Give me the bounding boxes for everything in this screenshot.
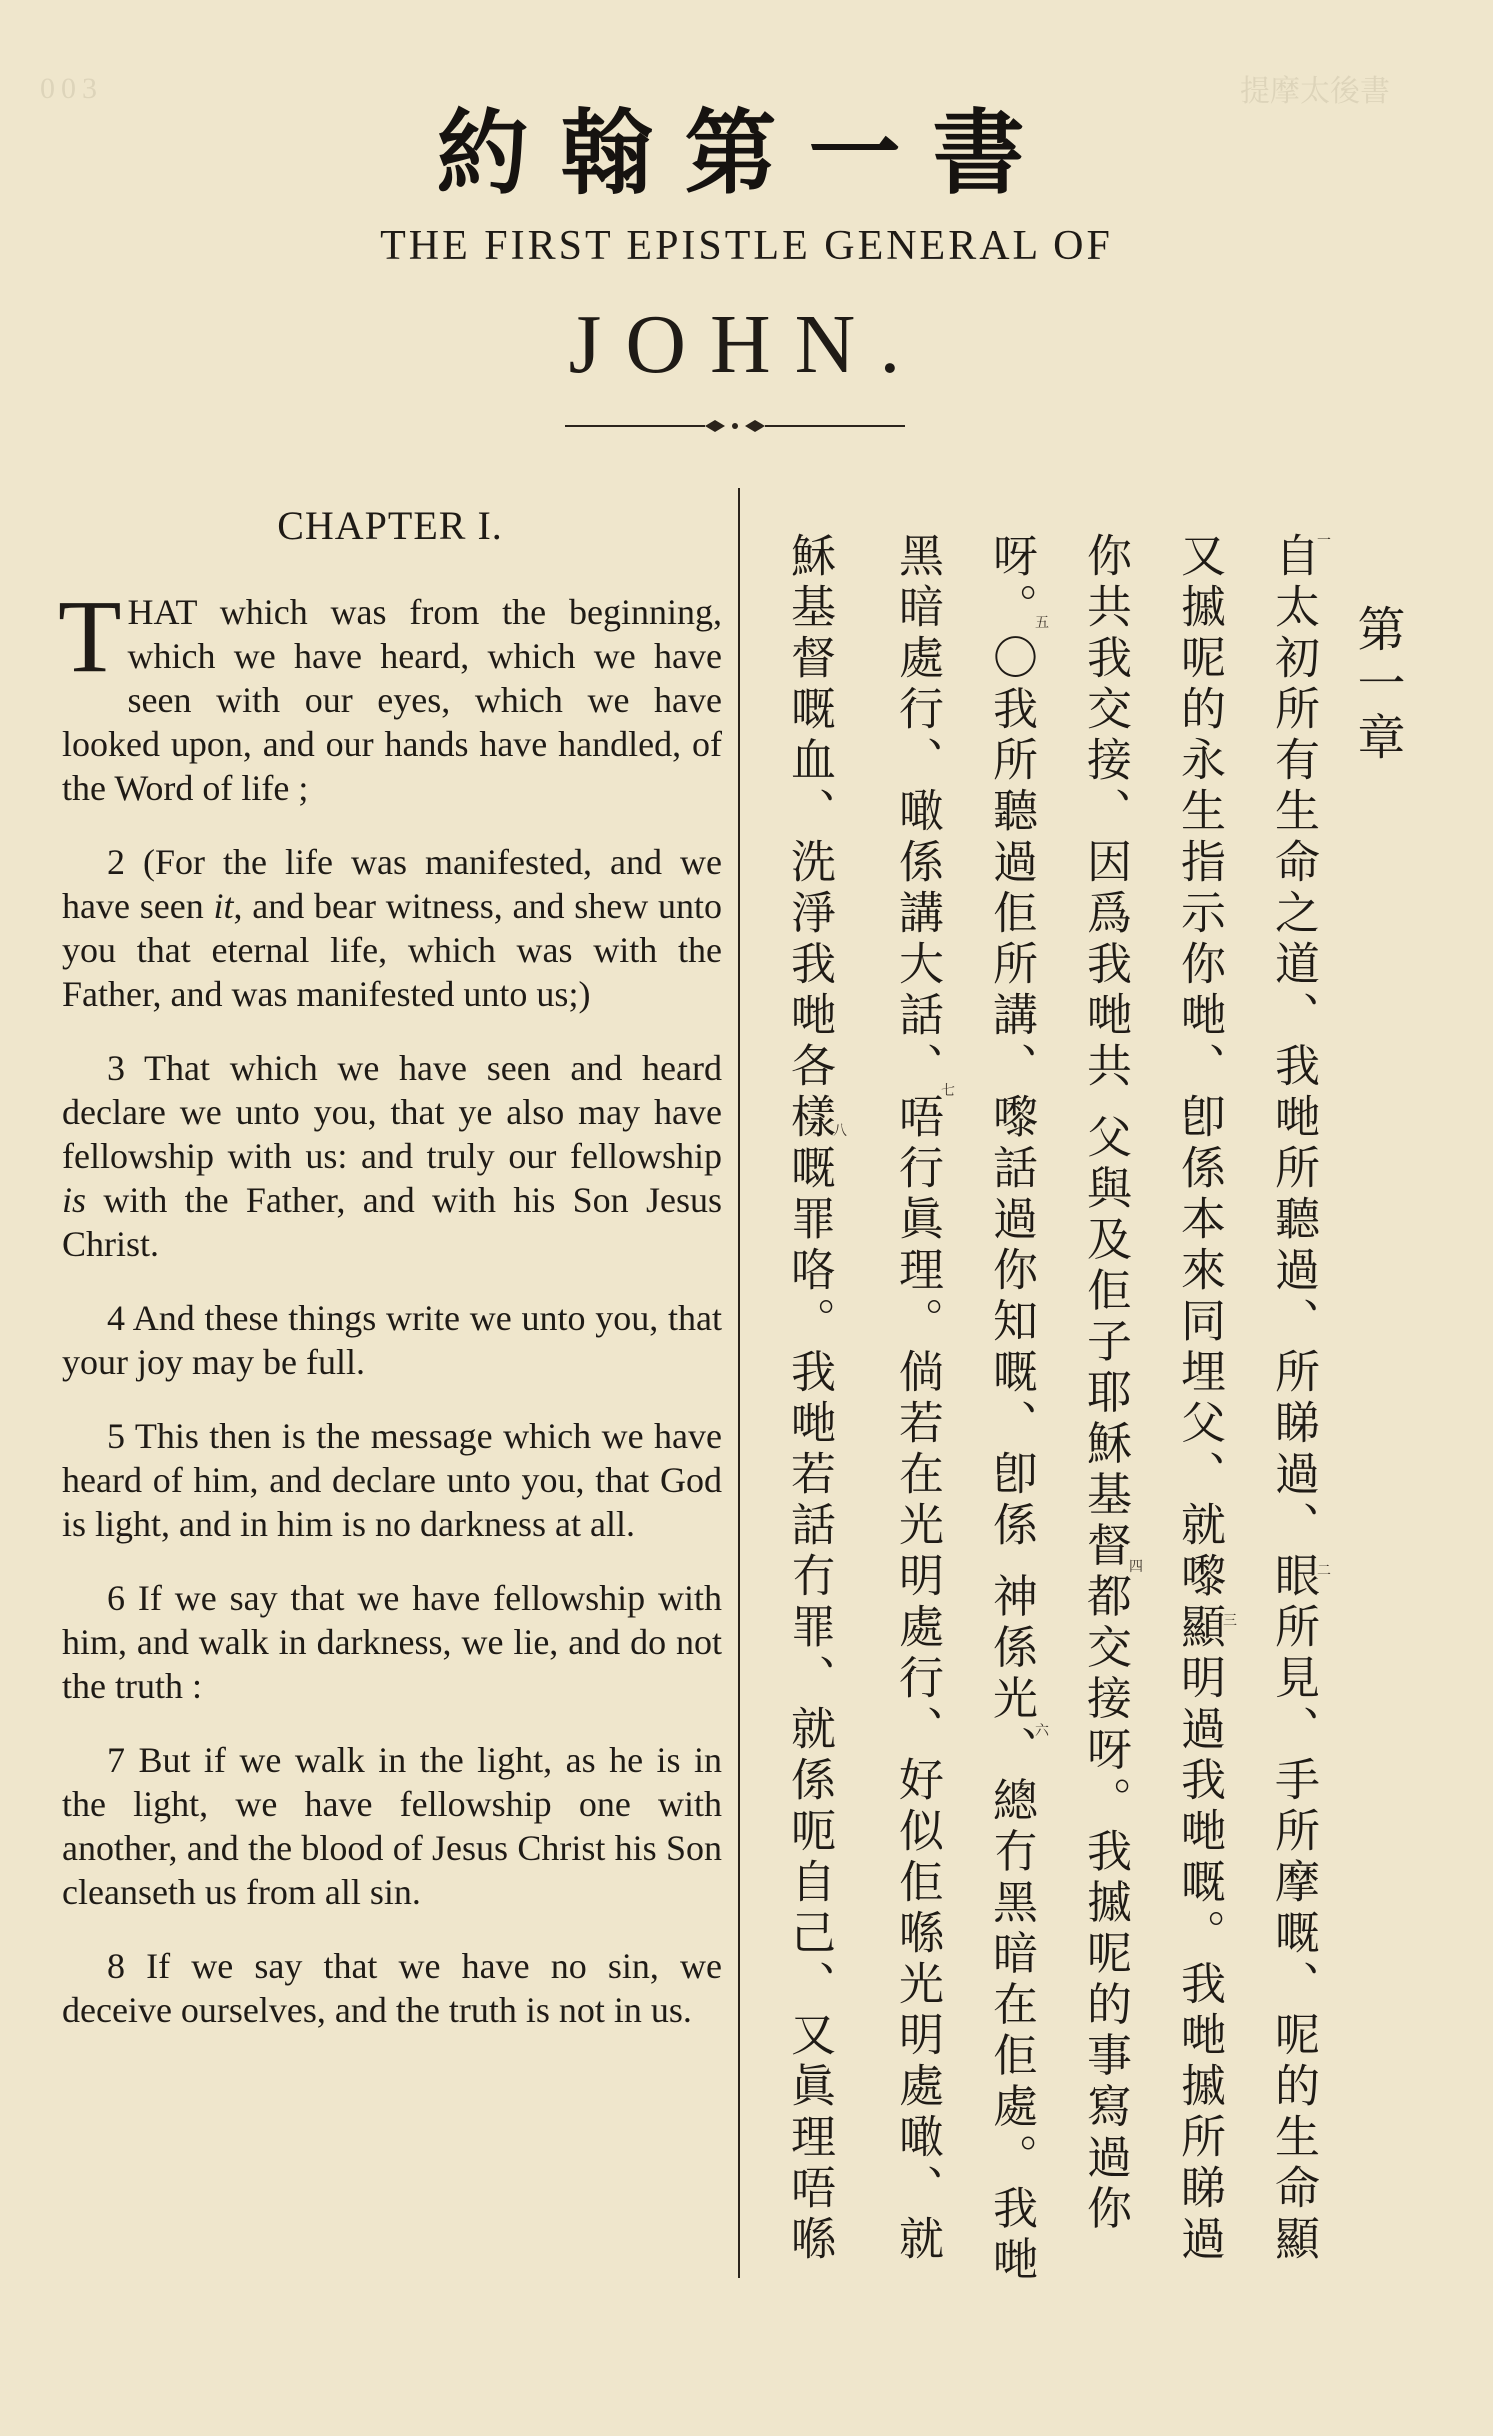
english-verses	[58, 579, 722, 2062]
chinese-column-3: 你共我交接、因爲我哋共 父與及佢子耶穌基督都交接呀。我摵呢的事寫過你	[1079, 532, 1132, 2236]
chinese-verse-mark: 四	[1129, 1559, 1143, 1575]
verse-text: HAT which was from the beginning, which we have heard, which we have seen with our eyes, which we have looked upon, and our hands have handled, of the Word of life ;	[62, 592, 722, 808]
chinese-verse-mark: 八	[833, 1123, 847, 1139]
drop-cap: T	[58, 579, 122, 694]
verse-2	[62, 840, 722, 1016]
chinese-column-1: 自太初所有生命之道、我哋所聽過、所睇過、眼所見、手所摩嘅、呢的生命顯	[1267, 532, 1320, 2266]
english-title-line2: JOHN.	[568, 298, 925, 391]
chinese-verse-mark: 一	[1317, 533, 1331, 549]
chinese-title: 約翰第一書	[436, 100, 1057, 207]
verse-italic: is	[62, 1180, 87, 1220]
chinese-verse-mark: 三	[1223, 1613, 1237, 1629]
verse-text: with the Father, and with his Son Jesus Christ.	[62, 1180, 722, 1264]
bleed-through-header: 提摩太後書	[1240, 75, 1390, 108]
verse-text: 3 That which we have seen and heard declare we unto you, that ye also may have fellowship with us: and truly our fellowship	[62, 1048, 722, 1176]
english-title-line1: THE FIRST EPISTLE GENERAL OF	[380, 223, 1113, 269]
chinese-column-5: 黑暗處行、噉係講大話、唔行眞理。倘若在光明處行、好似佢喺光明處噉、就	[891, 532, 944, 2266]
verse-7: 7 But if we walk in the light, as he is in the light, we have fellowship one with another, and the blood of Jesus Christ his Son cleanseth us from all sin.	[62, 1740, 722, 1912]
column-divider	[738, 488, 740, 2278]
verse-5: 5 This then is the message which we have heard of him, and declare unto you, that God is light, and in him is no darkness at all.	[62, 1416, 722, 1544]
verse-1	[58, 579, 722, 810]
chapter-heading: CHAPTER I.	[277, 503, 503, 548]
verse-6: 6 If we say that we have fellowship with him, and walk in darkness, we lie, and do not the truth :	[62, 1578, 722, 1706]
chinese-verse-mark: 六	[1035, 1723, 1049, 1739]
chinese-verse-mark: 二	[1317, 1563, 1331, 1579]
chinese-verse-mark: 七	[941, 1083, 955, 1099]
chinese-verse-mark: 五	[1035, 615, 1049, 631]
verse-italic: it	[213, 886, 234, 926]
verse-8: 8 If we say that we have no sin, we deceive ourselves, and the truth is not in us.	[62, 1946, 722, 2030]
chinese-column-2: 又摵呢的永生指示你哋、卽係本來同埋父、就嚟顯明過我哋嘅。我哋摵所睇過	[1173, 532, 1226, 2266]
title-ornament	[565, 416, 905, 436]
bleed-through-page-number: 003	[40, 72, 103, 105]
verse-4: 4 And these things write we unto you, that your joy may be full.	[62, 1298, 722, 1382]
chinese-column-6: 穌基督嘅血、洗淨我哋各樣嘅罪咯。我哋若話冇罪、就係呃自己、又眞理唔喺	[783, 532, 836, 2266]
verse-3	[62, 1046, 722, 1266]
verse-text: , and bear witness, and shew unto you that eternal life, which was with the Father, and was manifested unto us;)	[62, 886, 722, 1014]
verse-text: 2 (For the life was manifested, and we have seen	[62, 842, 722, 926]
chinese-column-4: 呀。〇我所聽過佢所講、嚟話過你知嘅、卽係 神係光、總冇黑暗在佢處。我哋	[985, 532, 1038, 2287]
chinese-chapter-label: 第一章	[1349, 604, 1405, 766]
